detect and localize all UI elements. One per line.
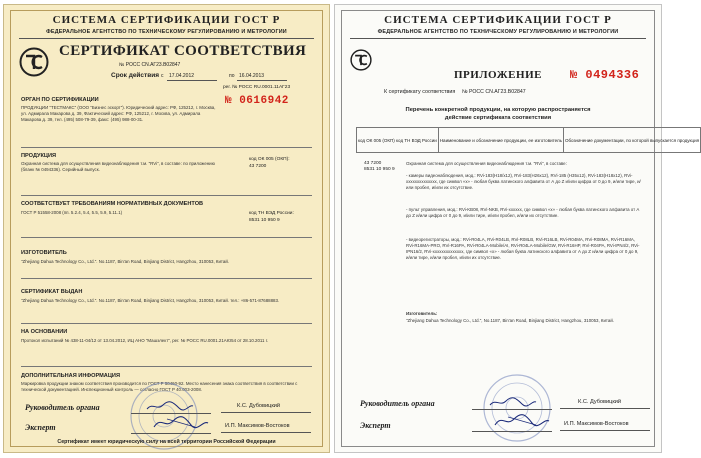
extra-info-label: ДОПОЛНИТЕЛЬНАЯ ИНФОРМАЦИЯ bbox=[21, 373, 120, 379]
product-label: ПРОДУКЦИЯ bbox=[21, 153, 57, 159]
system-title: СИСТЕМА СЕРТИФИКАЦИИ ГОСТ Р bbox=[52, 14, 281, 26]
cert-ref-label: К сертификату соответствия bbox=[384, 89, 456, 95]
appendix-expert-signature-icon bbox=[492, 413, 552, 429]
expert-signature-icon bbox=[151, 415, 211, 431]
certificate-page bbox=[3, 4, 330, 453]
appendix-expert-name: И.П. Максимов-Востоков bbox=[564, 421, 629, 427]
extra-info-text: Маркировка продукции знаком соответствия производится по ГОСТ Р 50460-92. Место нанесения знака соответствия в соответствии с технической документацией. Инспекционный контроль — согласно ГОСТ Р 40.003-2008. bbox=[21, 381, 298, 392]
appendix-gost-logo-icon bbox=[350, 49, 372, 71]
list-title-line-1: Перечень конкретной продукции, на которую распространяется bbox=[405, 107, 591, 113]
okp-label: код ОК 005 (ОКП): bbox=[249, 157, 290, 162]
expert-name: И.П. Максимов-Востоков bbox=[225, 423, 290, 429]
okp-value: 43 7200 bbox=[249, 164, 267, 169]
appendix-head-signature-icon bbox=[488, 395, 538, 407]
row-code-okp: 43 7200 bbox=[364, 161, 382, 166]
valid-to-prefix: по bbox=[229, 73, 235, 79]
appendix-agency-name: ФЕДЕРАЛЬНОЕ АГЕНТСТВО ПО ТЕХНИЧЕСКОМУ РЕГУЛИРОВАНИЮ И МЕТРОЛОГИИ bbox=[377, 29, 619, 35]
appendix-seal-stamp-icon bbox=[482, 373, 552, 443]
appendix-border bbox=[341, 10, 700, 447]
issued-text: "Zhejiang Dahua Technology Co., Ltd.". No.1187, Bin'an Road, Binjiang District, Hangzhou, 310053, Китай. тел.: +86-571-87688883. bbox=[21, 298, 280, 303]
appendix-title: ПРИЛОЖЕНИЕ bbox=[454, 69, 542, 81]
list-title-line-2: действие сертификата соответствия bbox=[444, 115, 552, 121]
registration-right: рег. № РОСС RU.0001.11АГ23 bbox=[223, 85, 291, 90]
organ-text: ПРОДУКЦИИ "ТЕСТМАКС" (ООО "Бизнес эскорт"). Юридический адрес: РФ, 125212, г. Москва, ул. Адмирала Макарова д. 39, Фактический адрес: РФ, 125212, г. Москва, ул. Адмирала Макарова д. 39, тел. (495) 508-79-39, факс: (495) 988-00-31. bbox=[21, 105, 216, 122]
appendix-expert-label: Эксперт bbox=[360, 421, 391, 430]
row-cameras: - камеры видеонаблюдения, мод.: RVi-183(H18/x12), RVi-183(H26x12), RVi-185 (H35x12), RVi-183(H18x12), RVi-xxxxxxxxxxxxxx, где символ «x» - любая буква латинского алфавита от А до Z и/или цифра от 0 до 9, и/или тире, и/или пробел, и/или их отсутствие. bbox=[406, 173, 641, 190]
appendix-system-title: СИСТЕМА СЕРТИФИКАЦИИ ГОСТ Р bbox=[384, 14, 612, 26]
appendix-maker-text: "Zhejiang Dahua Technology Co., Ltd.", No.1187, Bin'an Road, Binjiang District, Hangzhou, 310053, Китай. bbox=[406, 318, 614, 323]
certificate-footer: Сертификат имеет юридическую силу на всей территории Российской Федерации bbox=[57, 439, 276, 445]
head-signature-icon bbox=[145, 399, 195, 411]
expert-label: Эксперт bbox=[25, 423, 56, 432]
basis-text: Протокол испытаний № 438-11-04/12 от 13.04.2012, ИЦ АНО "Машэлект", рег. № РОСС RU.0001.21АЮ54 от 28.10.2011 г. bbox=[21, 338, 268, 343]
issued-label: СЕРТИФИКАТ ВЫДАН bbox=[21, 289, 83, 295]
validity-label: Срок действия bbox=[111, 72, 160, 79]
organ-label: ОРГАН ПО СЕРТИФИКАЦИИ bbox=[21, 97, 99, 103]
valid-to-date: 16.04.2013 bbox=[239, 73, 265, 79]
registration-number: № РОСС CN.АГ23.В02847 bbox=[119, 62, 181, 68]
norms-text: ГОСТ Р 51558-2008 (пп. 5.2.4, 5.4, 5.5, 5.9, 5.11.1) bbox=[21, 210, 123, 215]
head-name: К.С. Дубовицкий bbox=[237, 403, 281, 409]
row-remotes: - пульт управления, мод.: RVi-KB08, RVi-NKB, RVi-xxxxxx, где символ «x» - любая буква латинского алфавита от А до Z и/или цифра от 0 до 9, и/или тире, и/или пробел, и/или их отсутствие. bbox=[406, 207, 640, 218]
gost-logo-icon bbox=[19, 47, 49, 77]
tnved-value: 8531 10 950 9 bbox=[249, 218, 280, 223]
appendix-header-rule bbox=[350, 38, 646, 39]
head-label: Руководитель органа bbox=[25, 403, 100, 412]
maker-text: "Zhejiang Dahua Technology Co., Ltd.". No.1187, Bin'an Road, Binjiang District, Hangzhou, 310053, Китай. bbox=[21, 259, 229, 264]
agency-name: ФЕДЕРАЛЬНОЕ АГЕНТСТВО ПО ТЕХНИЧЕСКОМУ РЕГУЛИРОВАНИЮ И МЕТРОЛОГИИ bbox=[46, 29, 287, 35]
maker-label: ИЗГОТОВИТЕЛЬ bbox=[21, 250, 67, 256]
appendix-maker-label: Изготовитель: bbox=[406, 311, 438, 316]
column-documentation: Обозначение документации, по которой выпускается продукция bbox=[563, 128, 700, 153]
document-title: СЕРТИФИКАТ СООТВЕТСТВИЯ bbox=[59, 43, 307, 59]
tnved-label: код ТН ВЭД России: bbox=[249, 211, 294, 216]
certificate-border bbox=[10, 10, 323, 447]
norms-label: СООТВЕТСТВУЕТ ТРЕБОВАНИЯМ НОРМАТИВНЫХ ДОКУМЕНТОВ bbox=[21, 201, 204, 207]
column-product-name: Наименование и обозначение продукции, ее изготовитель bbox=[438, 128, 563, 153]
row-recorders: - видеорегистраторы, мод.: RVi-R04LA, RVi-R04LB, RVi-R08LB, RVi-R16LB, RVi-R04MA, RVi-R08MA, RVi-R16MA, RVi-R16MA-PRO, RVi-R16PA, RVi-R04LA-Mobile/AI, RVi-R04LA-Mobile/GW, RVi-R16HP, RVi-R04PA, RVi-IPN4/2, RVi-IPN16/2, RVi-xxxxxxxxxxxxxx, где символ «x» - любая буква латинского алфавита от А до Z и/или цифра от 0 до 9, и/или тире, и/или пробел, и/или их отсутствие. bbox=[406, 237, 640, 260]
row-code-tnved: 8531 10 950 9 bbox=[364, 167, 395, 172]
column-header-table bbox=[356, 127, 701, 153]
basis-label: НА ОСНОВАНИИ bbox=[21, 329, 68, 335]
product-text: Охранная система для осуществления видеонаблюдения т.м. "RVi", в составе: по приложению (бланк № 0494336). Серийный выпуск. bbox=[21, 161, 215, 172]
valid-from-date: 17.04.2012 bbox=[169, 73, 195, 79]
appendix-page bbox=[334, 4, 700, 453]
appendix-head-label: Руководитель органа bbox=[360, 399, 435, 408]
header-rule bbox=[19, 38, 314, 39]
appendix-serial-number: № 0494336 bbox=[570, 68, 640, 82]
row-intro: Охранная система для осуществления видеонаблюдения т.м. "RVi", в составе: bbox=[406, 161, 567, 166]
serial-number: № 0616942 bbox=[225, 95, 289, 107]
column-codes: код ОК 005 (ОКП) код ТН ВЭД России bbox=[357, 128, 439, 153]
cert-ref-number: № РОСС CN.АГ23.В02847 bbox=[462, 89, 526, 95]
appendix-head-name: К.С. Дубовицкий bbox=[578, 399, 622, 405]
valid-from-prefix: с bbox=[161, 73, 164, 79]
